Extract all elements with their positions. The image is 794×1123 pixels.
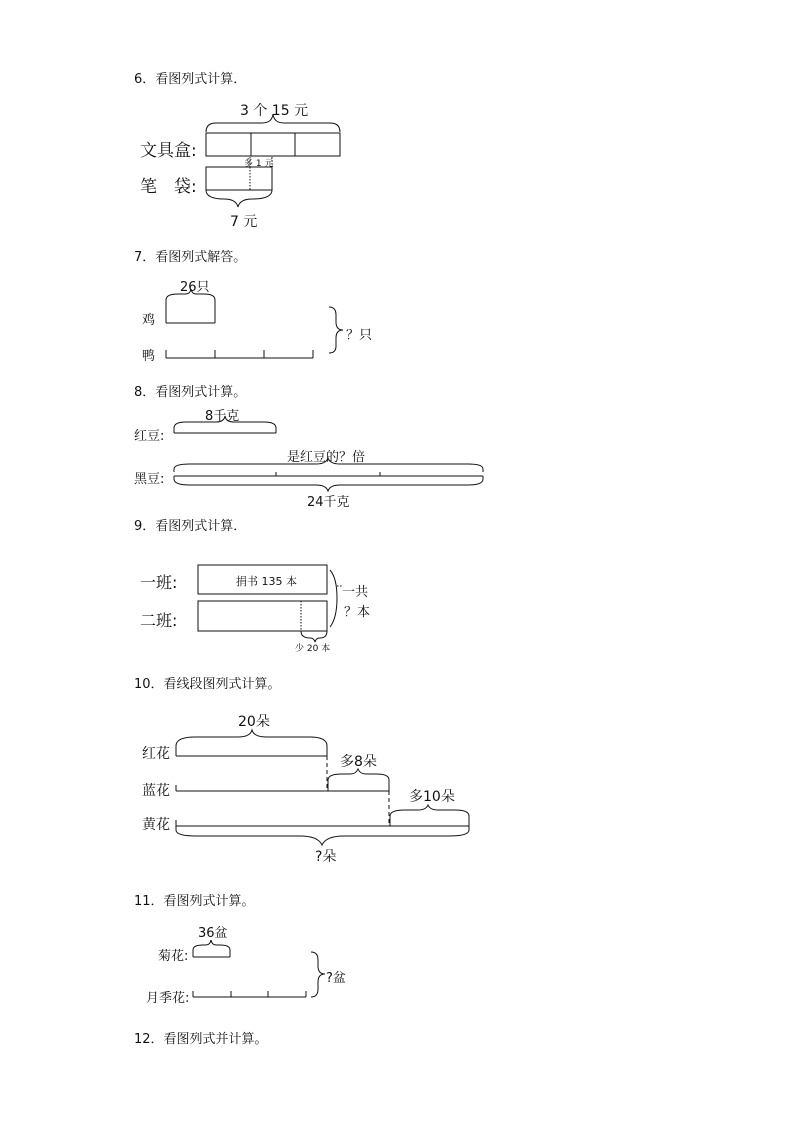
p9-donation-label: 捐书 135 本 — [236, 575, 297, 588]
p6-more-note: 多 1 元 — [244, 159, 274, 169]
p6-bag-price-label: 7 元 — [230, 214, 258, 230]
p10-total-label: ?朵 — [315, 849, 337, 865]
problem-11-heading: 11．看图列式计算。 — [134, 894, 255, 909]
p6-total-label: 3 个 15 元 — [240, 103, 309, 119]
p9-total-line1: 一共 — [342, 585, 369, 600]
problem-12-heading: 12．看图列式并计算。 — [134, 1032, 268, 1047]
p8-red-bean-label: 红豆: — [134, 429, 165, 444]
p8-red-bean-weight-label: 8千克 — [205, 409, 240, 424]
p11-total-label: ?盆 — [326, 971, 346, 986]
p7-duck-label: 鸭 — [142, 349, 156, 364]
p10-yellow-flower-label: 黄花 — [142, 817, 170, 833]
p9-total-line2: ？本 — [344, 605, 371, 620]
problem-8-heading: 8．看图列式计算。 — [134, 385, 247, 400]
problem-9-heading: 9．看图列式计算． — [134, 519, 247, 534]
p11-chrysanthemum-count-label: 36盆 — [198, 926, 228, 941]
p7-total-label: ？只 — [346, 328, 373, 343]
p8-black-bean-weight-label: 24千克 — [307, 495, 350, 510]
p10-more8-label: 多8朵 — [340, 754, 377, 770]
problem-10-heading: 10．看线段图列式计算。 — [134, 677, 281, 692]
p7-chicken-count-label: 26只 — [180, 280, 210, 295]
p11-rose-label: 月季花: — [146, 991, 190, 1006]
p11-chrysanthemum-label: 菊花: — [158, 949, 189, 964]
p9-less-note: 少 20 本 — [295, 644, 331, 654]
p8-times-label: 是红豆的？倍 — [287, 450, 366, 465]
p10-blue-flower-label: 蓝花 — [142, 783, 170, 799]
p6-pencil-box-label: 文具盒: — [140, 141, 197, 161]
p6-pencil-bag-label: 笔 袋: — [140, 177, 197, 197]
p9-class2-label: 二班: — [140, 611, 178, 630]
p10-red-count-label: 20朵 — [238, 714, 270, 730]
p10-red-flower-label: 红花 — [142, 746, 170, 762]
p8-black-bean-label: 黑豆: — [134, 472, 165, 487]
problem-6-heading: 6．看图列式计算． — [134, 72, 247, 87]
p7-chicken-label: 鸡 — [142, 313, 156, 328]
p10-more10-label: 多10朵 — [409, 789, 455, 805]
p9-class1-label: 一班: — [140, 573, 178, 592]
problem-7-heading: 7．看图列式解答。 — [134, 250, 247, 265]
